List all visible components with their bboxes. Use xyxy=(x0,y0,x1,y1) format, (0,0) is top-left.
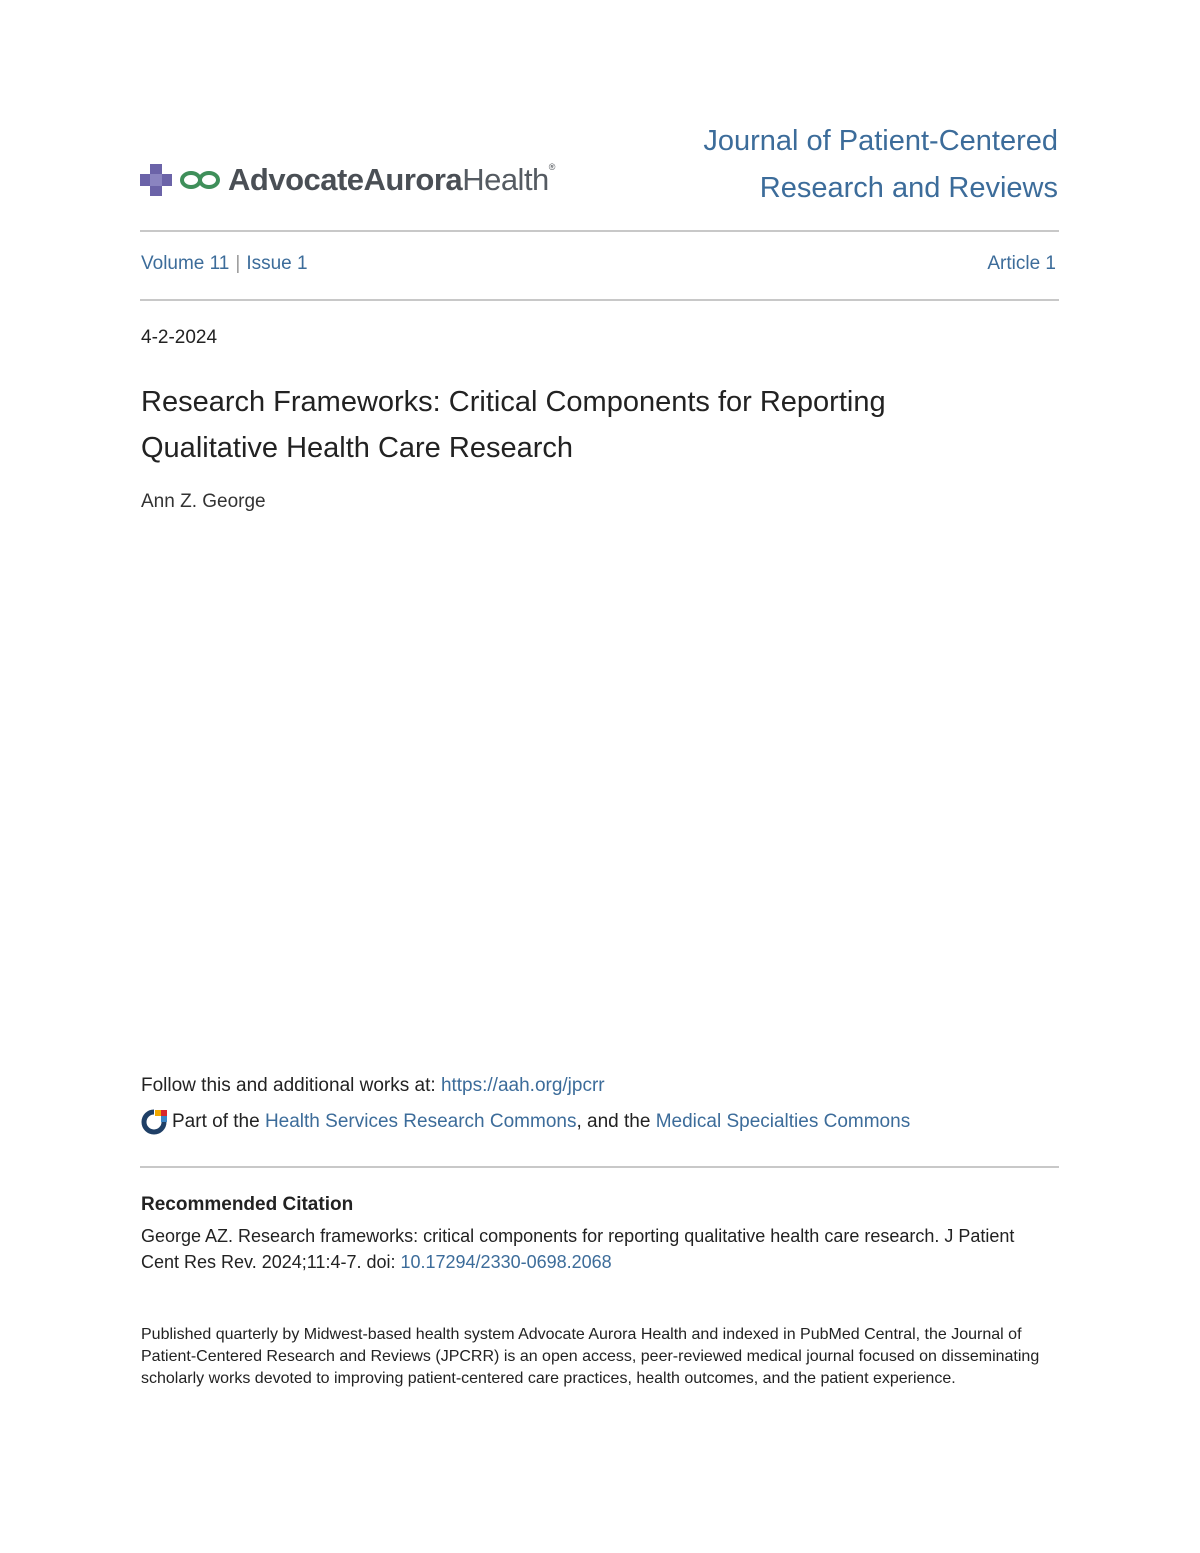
issue-link[interactable]: Issue 1 xyxy=(246,253,308,274)
article-title-line2: Qualitative Health Care Research xyxy=(141,432,573,464)
recommended-citation-heading: Recommended Citation xyxy=(141,1194,354,1215)
advocate-aurora-logo xyxy=(140,160,555,200)
follow-prefix: Follow this and additional works at: xyxy=(141,1075,441,1096)
divider-top xyxy=(140,230,1059,232)
medical-specialties-commons-link[interactable]: Medical Specialties Commons xyxy=(655,1111,911,1132)
follow-url-link[interactable]: https://aah.org/jpcrr xyxy=(440,1075,605,1096)
journal-title[interactable] xyxy=(598,118,1058,212)
health-services-research-commons-link[interactable]: Health Services Research Commons xyxy=(264,1111,577,1132)
divider-issue xyxy=(140,299,1059,301)
logo-cross-icon xyxy=(140,160,224,200)
journal-description: Published quarterly by Midwest-based health system Advocate Aurora Health and indexed in PubMed Central, the Journal of Patient-Centered Research and Reviews (JPCRR) is an open access, peer-reviewed medical journal focused on disseminating scholarly works devoted to improving patient-centered care practices, health outcomes, and the patient experience. xyxy=(141,1326,1040,1387)
doi-link[interactable]: 10.17294/2330-0698.2068 xyxy=(400,1252,612,1272)
part-of-line xyxy=(140,1108,910,1136)
logo-infinity-icon xyxy=(182,173,218,187)
journal-title-line1[interactable]: Journal of Patient-Centered xyxy=(703,125,1058,157)
journal-title-line2[interactable]: Research and Reviews xyxy=(759,172,1058,204)
article-title-line1: Research Frameworks: Critical Components for Reporting xyxy=(141,386,886,418)
article-author: Ann Z. George xyxy=(141,491,266,512)
part-of-middle: , and the xyxy=(576,1111,656,1132)
recommended-citation-text xyxy=(141,1223,1046,1275)
network-commons-icon xyxy=(140,1108,168,1136)
part-of-prefix: Part of the xyxy=(172,1111,260,1132)
divider-citation xyxy=(140,1166,1059,1168)
issue-separator: | xyxy=(235,253,241,274)
article-title xyxy=(141,379,1041,471)
follow-line xyxy=(141,1075,605,1097)
logo-wordmark: AdvocateAuroraHealth® xyxy=(228,162,555,197)
citation-body: George AZ. Research frameworks: critical components for reporting qualitative health care research. J Patient Cent Res Rev. 2024;11:4-7. doi: xyxy=(141,1226,1015,1272)
issue-info-row xyxy=(141,253,1058,279)
publication-date: 4-2-2024 xyxy=(141,327,218,348)
volume-link[interactable]: Volume 11 xyxy=(141,253,230,274)
article-link[interactable]: Article 1 xyxy=(987,253,1056,274)
